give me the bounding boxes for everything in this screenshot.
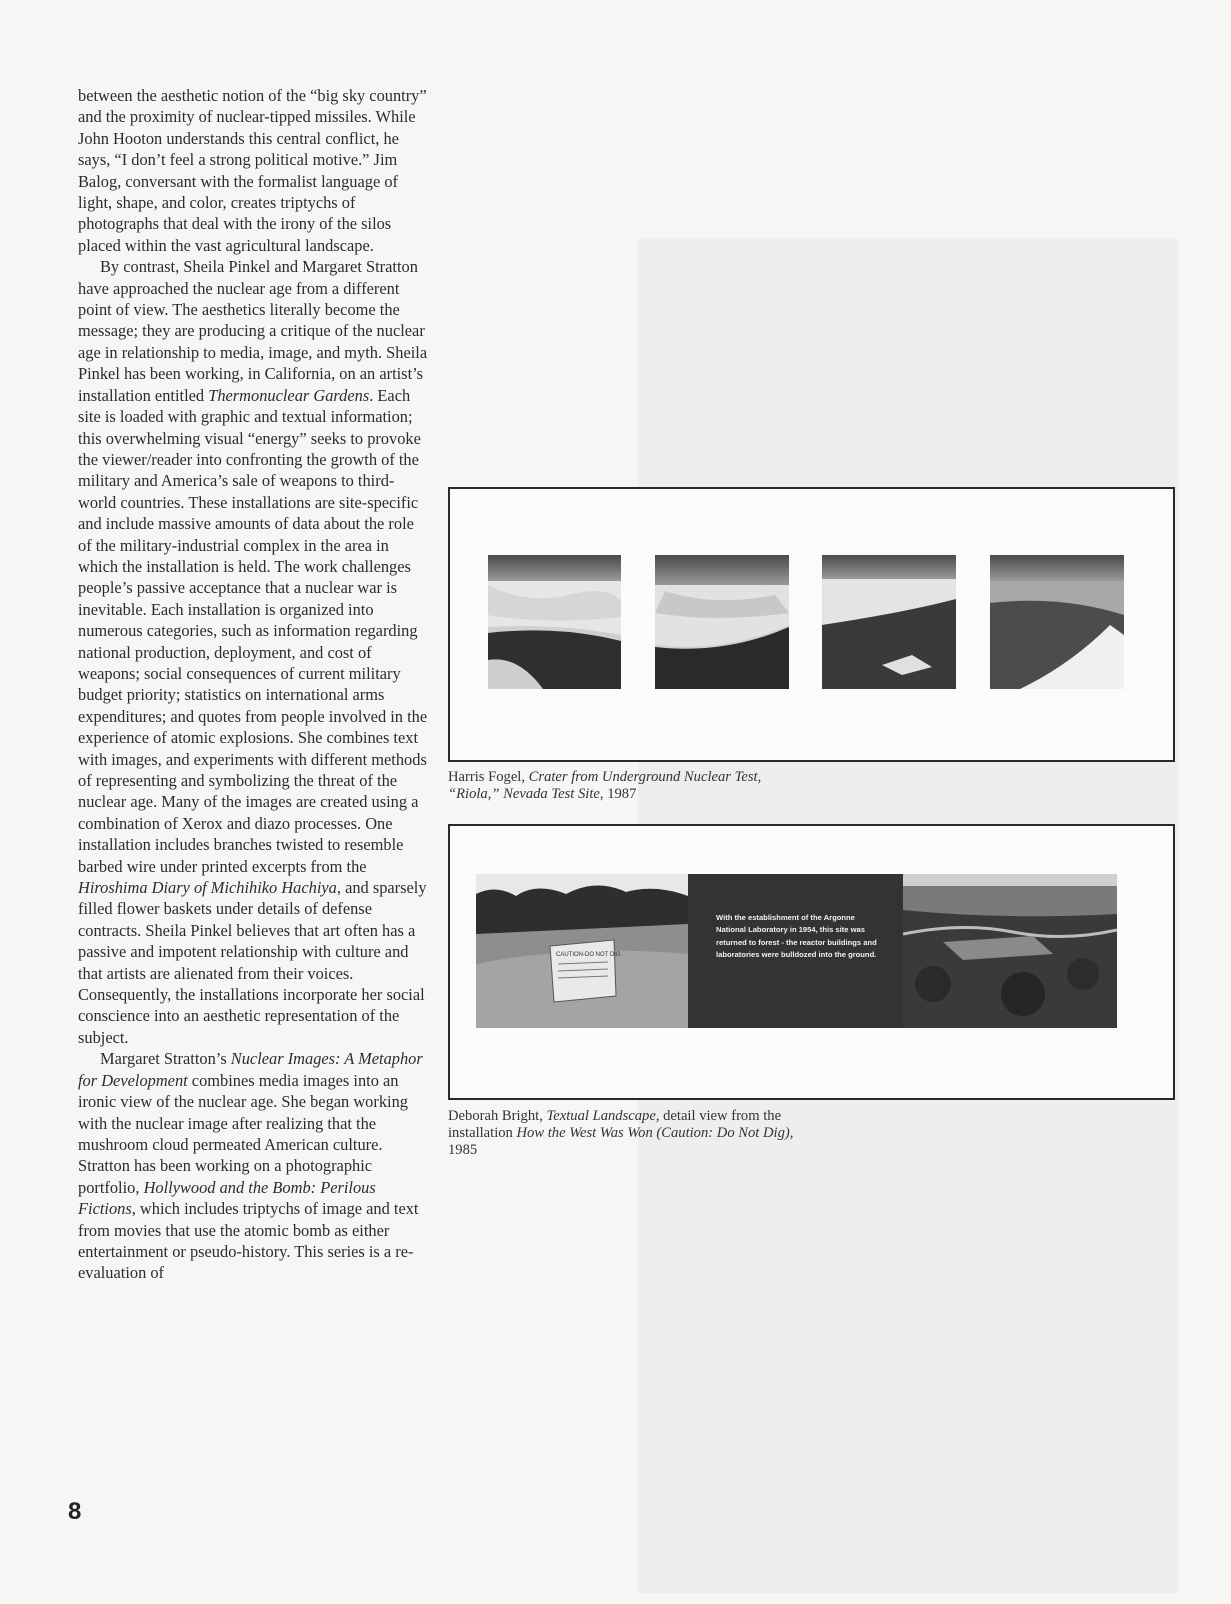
title-nuclear-images: Nuclear Images: A Metaphor for Development xyxy=(78,1049,423,1090)
figure-1-caption: Harris Fogel, Crater from Underground Nuclear Test, “Riola,” Nevada Test Site, 1987 xyxy=(448,769,762,802)
article-body xyxy=(78,85,431,1284)
paragraph-2: By contrast, Sheila Pinkel and Margaret Stratton have approached the nuclear age from a different point of view. The aesthetics literally become the message; they are producing a critique of the nuclear age in relationship to media, image, and myth. Sheila Pinkel has been working, in California, on an artist’s installation entitled Thermonuclear Gardens. Each site is loaded with graphic and textual information; this overwhelming visual “energy” seeks to provoke the viewer/reader into confronting the growth of the military and America’s sale of weapons to third-world countries. These installations are site-specific and include massive amounts of data about the role of the military-industrial complex in the area in which the installation is held. The work challenges people’s passive acceptance that a nuclear war is inevitable. Each installation is organized into numerous categories, such as information regarding national production, deployment, and cost of weapons; social consequences of current military budget priority; statistics on international arms expenditures; and quotes from people involved in the experience of atomic explosions. She combines text with images, and experiments with different methods of representing and symbolizing the threat of the nuclear age. Many of the images are created using a combination of Xerox and diazo processes. One installation includes branches twisted to resemble barbed wire under printed excerpts from the Hiroshima Diary of Michihiko Hachiya, and sparsely filled flower baskets under details of defense contracts. Sheila Pinkel believes that art often has a passive and impotent relationship with culture and that artists are alienated from their voices. Consequently, the installations incorporate her social conscience into an aesthetic representation of the subject. xyxy=(78,257,428,1047)
crater-photo-1 xyxy=(488,555,621,689)
marker-text: CAUTION-DO NOT DIG xyxy=(556,952,621,958)
figure-1-title: Crater from Underground Nuclear Test, “Riola,” Nevada Test Site xyxy=(448,769,762,802)
figure-2-caption: Deborah Bright, Textual Landscape, detail view from the installation How the West Was Won (Caution: Do Not Dig), 1985 xyxy=(448,1108,794,1158)
paragraph-1: between the aesthetic notion of the “big sky country” and the proximity of nuclear-tipped missiles. While John Hooton understands this central conflict, he says, “I don’t feel a strong political motive.” Jim Balog, conversant with the formalist language of light, shape, and color, creates triptychs of photographs that deal with the irony of the silos placed within the vast agricultural landscape. xyxy=(78,86,427,255)
text-panel xyxy=(688,874,903,1028)
title-thermonuclear-gardens: Thermonuclear Gardens xyxy=(208,385,370,405)
aerial-forest-photo xyxy=(903,874,1117,1028)
crater-photo-2 xyxy=(655,555,789,689)
title-hollywood-and-the-bomb: Hollywood and the Bomb: Perilous Fictions xyxy=(78,1177,376,1219)
title-hiroshima-diary: Hiroshima Diary of Michihiko Hachiya xyxy=(78,878,337,898)
sign-text: With the establishment of the Argonne National Laboratory in 1954, this site was returned to forest - the reactor buildings and laboratories were bulldozed into the ground. xyxy=(716,913,877,960)
landscape-marker-photo xyxy=(476,874,688,1028)
page-number: 8 xyxy=(68,1498,82,1525)
crater-photo-3 xyxy=(822,555,956,689)
figure-2-installation: How the West Was Won (Caution: Do Not Dig) xyxy=(516,1125,790,1141)
paragraph-3: Margaret Stratton’s Nuclear Images: A Metaphor for Development combines media images into an ironic view of the nuclear age. She began working with the nuclear image after realizing that the mushroom cloud permeated American culture. Stratton has been working on a photographic portfolio, Hollywood and the Bomb: Perilous Fictions, which includes triptychs of image and text from movies that use the atomic bomb as either entertainment or pseudo-history. This series is a re-evaluation of xyxy=(78,1049,423,1283)
figure-1-frame xyxy=(448,487,1175,762)
crater-photo-4 xyxy=(990,555,1124,689)
figure-2-title: Textual Landscape xyxy=(546,1108,656,1124)
figure-2-frame xyxy=(448,824,1175,1100)
